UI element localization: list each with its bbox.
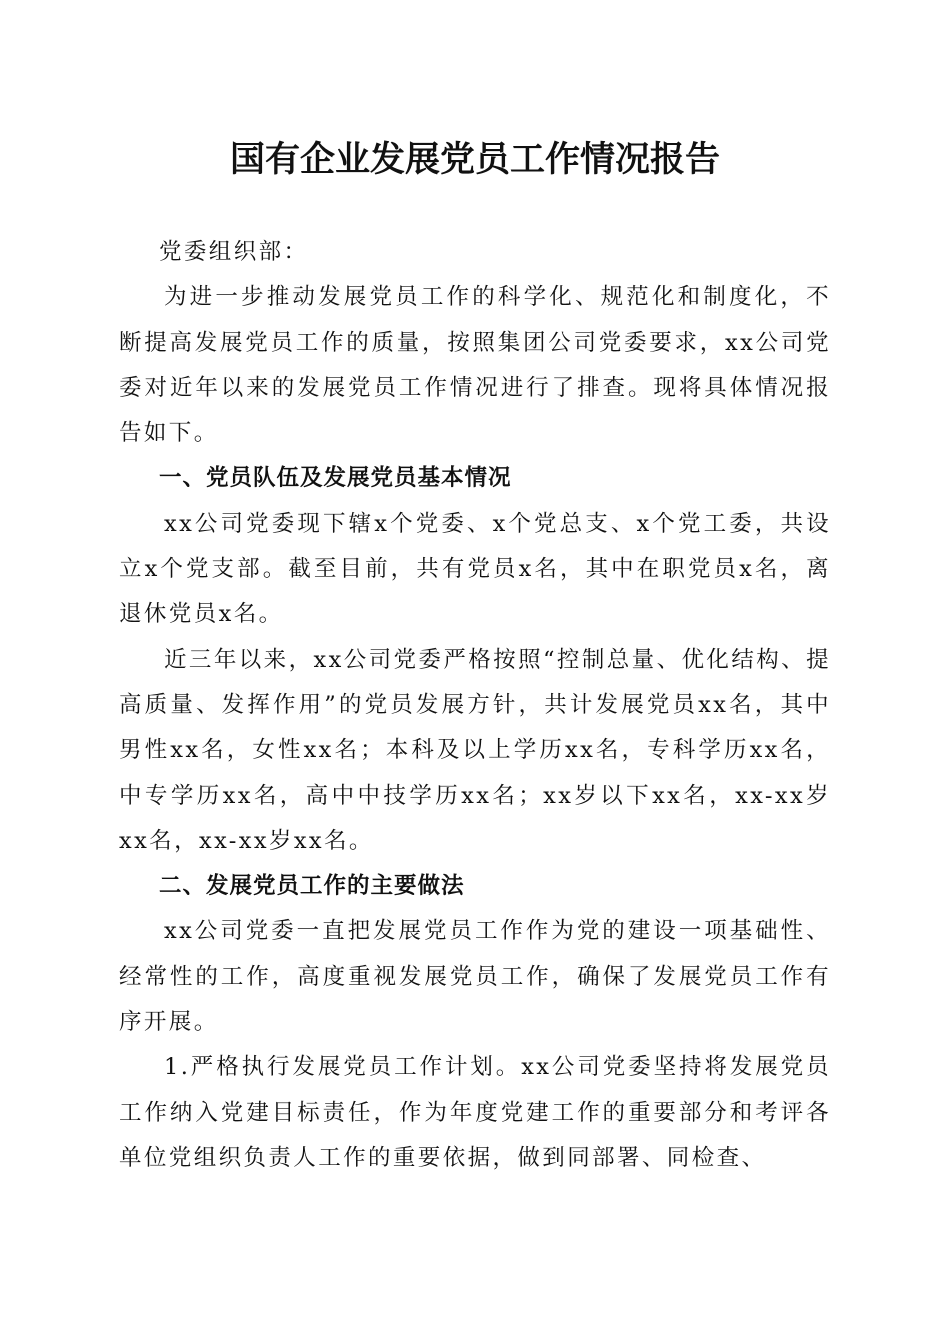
section-1-paragraph-1: xx公司党委现下辖x个党委、x个党总支、x个党工委，共设立x个党支部。截至目前，共有党员x名，其中在职党员x名，离退休党员x名。 bbox=[119, 510, 831, 628]
section-2-paragraph-1: xx公司党委一直把发展党员工作作为党的建设一项基础性、经常性的工作，高度重视发展党员工作，确保了发展党员工作有序开展。 bbox=[119, 918, 831, 1036]
section-2-heading: 二、发展党员工作的主要做法 bbox=[159, 873, 465, 900]
section-2-paragraph-2: 1.严格执行发展党员工作计划。xx公司党委坚持将发展党员工作纳入党建目标责任，作为年度党建工作的重要部分和考评各单位党组织负责人工作的重要依据，做到同部署、同检查、 bbox=[119, 1054, 831, 1171]
intro-paragraph: 为进一步推动发展党员工作的科学化、规范化和制度化，不断提高发展党员工作的质量，按照集团公司党委要求，xx公司党委对近年以来的发展党员工作情况进行了排查。现将具体情况报告如下。 bbox=[119, 284, 831, 447]
section-1-heading: 一、党员队伍及发展党员基本情况 bbox=[159, 465, 512, 492]
document-title: 国有企业发展党员工作情况报告 bbox=[229, 139, 720, 180]
document-body bbox=[119, 230, 831, 1181]
salutation: 党委组织部： bbox=[159, 239, 309, 265]
section-1-paragraph-2: 近三年以来，xx公司党委严格按照“控制总量、优化结构、提高质量、发挥作用”的党员发展方针，共计发展党员xx名，其中男性xx名，女性xx名；本科及以上学历xx名，专科学历xx名，中专学历xx名，高中中技学历xx名；xx岁以下xx名，xx-xx岁xx名，xx-xx岁xx名。 bbox=[119, 646, 831, 854]
